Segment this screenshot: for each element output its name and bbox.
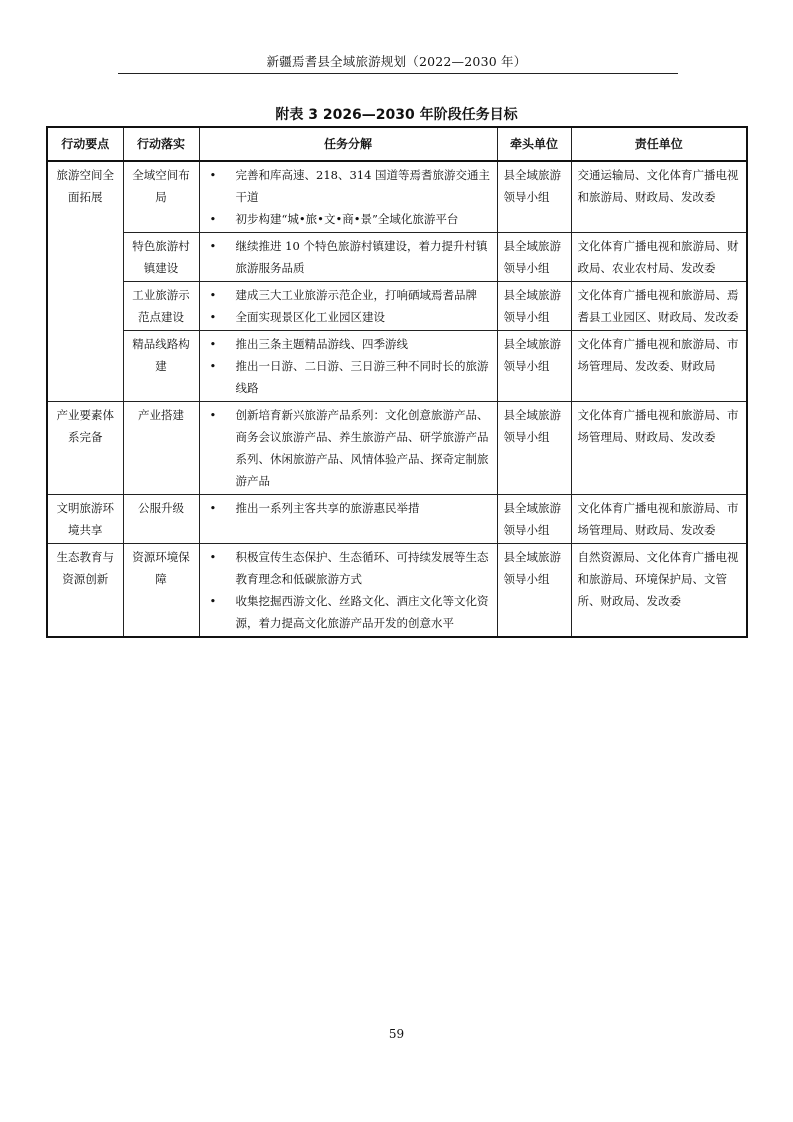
lead-unit-cell: 县全域旅游领导小组: [497, 331, 571, 402]
task-text: 完善和库高速、218、314 国道等焉耆旅游交通主干道: [235, 168, 491, 204]
responsible-unit-cell: 文化体育广播电视和旅游局、财政局、农业农村局、发改委: [571, 233, 747, 282]
action-implementation-cell: 产业搭建: [123, 402, 199, 495]
task-text: 收集挖掘西游文化、丝路文化、酒庄文化等文化资源，着力提高文化旅游产品开发的创意水平: [235, 594, 489, 630]
table-row: [47, 402, 747, 495]
task-text: 推出三条主题精品游线、四季游线: [235, 337, 408, 351]
bullet-icon: •: [209, 594, 217, 608]
action-point-cell: 旅游空间全面拓展: [47, 161, 123, 402]
responsible-unit-cell: 文化体育广播电视和旅游局、焉耆县工业园区、财政局、发改委: [571, 282, 747, 331]
task-text: 全面实现景区化工业园区建设: [235, 310, 385, 324]
task-list: [206, 404, 491, 492]
task-list: [206, 164, 491, 230]
bullet-icon: •: [209, 359, 217, 373]
bullet-icon: •: [209, 550, 217, 564]
task-text: 推出一系列主客共享的旅游惠民举措: [235, 501, 420, 515]
column-header: 责任单位: [571, 127, 747, 161]
task-text: 继续推进 10 个特色旅游村镇建设，着力提升村镇旅游服务品质: [235, 239, 488, 275]
task-text: 建成三大工业旅游示范企业，打响硒域焉耆品牌: [235, 288, 477, 302]
bullet-icon: •: [209, 168, 217, 182]
column-header: 行动要点: [47, 127, 123, 161]
lead-unit-cell: 县全域旅游领导小组: [497, 233, 571, 282]
bullet-icon: •: [209, 288, 217, 302]
task-item: [206, 208, 491, 230]
task-item: [206, 306, 491, 328]
lead-unit-cell: 县全域旅游领导小组: [497, 495, 571, 544]
responsible-unit-cell: 文化体育广播电视和旅游局、市场管理局、财政局、发改委: [571, 495, 747, 544]
action-point-cell: 产业要素体系完备: [47, 402, 123, 495]
task-text: 创新培育新兴旅游产品系列：文化创意旅游产品、商务会议旅游产品、养生旅游产品、研学旅游产品系列、休闲旅游产品、风情体验产品、探奇定制旅游产品: [235, 408, 489, 488]
task-breakdown-cell: [199, 402, 497, 495]
task-text: 积极宣传生态保护、生态循环、可持续发展等生态教育理念和低碳旅游方式: [235, 550, 489, 586]
bullet-icon: •: [209, 212, 217, 226]
task-item: [206, 284, 491, 306]
header-rule: [118, 73, 678, 74]
running-header: 新疆焉耆县全域旅游规划（2022—2030 年）: [266, 54, 527, 69]
column-header: 任务分解: [199, 127, 497, 161]
task-list: [206, 497, 491, 519]
responsible-unit-cell: 交通运输局、文化体育广播电视和旅游局、财政局、发改委: [571, 161, 747, 233]
table-header-row: [47, 127, 747, 161]
action-implementation-cell: 特色旅游村镇建设: [123, 233, 199, 282]
table-row: [47, 161, 747, 233]
task-text: 推出一日游、二日游、三日游三种不同时长的旅游线路: [235, 359, 489, 395]
task-breakdown-cell: [199, 161, 497, 233]
lead-unit-cell: 县全域旅游领导小组: [497, 544, 571, 638]
task-list: [206, 235, 491, 279]
responsible-unit-cell: 文化体育广播电视和旅游局、市场管理局、发改委、财政局: [571, 331, 747, 402]
task-list: [206, 546, 491, 634]
action-implementation-cell: 工业旅游示范点建设: [123, 282, 199, 331]
bullet-icon: •: [209, 310, 217, 324]
responsible-unit-cell: 自然资源局、文化体育广播电视和旅游局、环境保护局、文管所、财政局、发改委: [571, 544, 747, 638]
task-item: [206, 355, 491, 399]
table-body: [47, 161, 747, 637]
bullet-icon: •: [209, 337, 217, 351]
task-breakdown-cell: [199, 282, 497, 331]
table-row: [47, 233, 747, 282]
task-list: [206, 333, 491, 399]
action-implementation-cell: 精品线路构建: [123, 331, 199, 402]
task-item: [206, 164, 491, 208]
bullet-icon: •: [209, 501, 217, 515]
lead-unit-cell: 县全域旅游领导小组: [497, 161, 571, 233]
task-list: [206, 284, 491, 328]
task-item: [206, 590, 491, 634]
bullet-icon: •: [209, 408, 217, 422]
lead-unit-cell: 县全域旅游领导小组: [497, 282, 571, 331]
task-breakdown-cell: [199, 544, 497, 638]
table-row: [47, 495, 747, 544]
task-item: [206, 497, 491, 519]
task-item: [206, 235, 491, 279]
task-breakdown-cell: [199, 331, 497, 402]
task-table: [46, 126, 748, 638]
task-breakdown-cell: [199, 495, 497, 544]
action-implementation-cell: 资源环境保障: [123, 544, 199, 638]
column-header: 牵头单位: [497, 127, 571, 161]
page-number: 59: [388, 1027, 405, 1041]
lead-unit-cell: 县全域旅游领导小组: [497, 402, 571, 495]
table-row: [47, 282, 747, 331]
table-row: [47, 331, 747, 402]
column-header: 行动落实: [123, 127, 199, 161]
table-row: [47, 544, 747, 638]
table-caption: 附表 3 2026—2030 年阶段任务目标: [275, 107, 518, 123]
action-implementation-cell: 公服升级: [123, 495, 199, 544]
task-text: 初步构建“城•旅•文•商•景”全域化旅游平台: [235, 212, 459, 226]
bullet-icon: •: [209, 239, 217, 253]
task-item: [206, 333, 491, 355]
action-point-cell: 生态教育与资源创新: [47, 544, 123, 638]
action-point-cell: 文明旅游环境共享: [47, 495, 123, 544]
responsible-unit-cell: 文化体育广播电视和旅游局、市场管理局、财政局、发改委: [571, 402, 747, 495]
task-item: [206, 404, 491, 492]
task-item: [206, 546, 491, 590]
action-implementation-cell: 全域空间布局: [123, 161, 199, 233]
task-breakdown-cell: [199, 233, 497, 282]
